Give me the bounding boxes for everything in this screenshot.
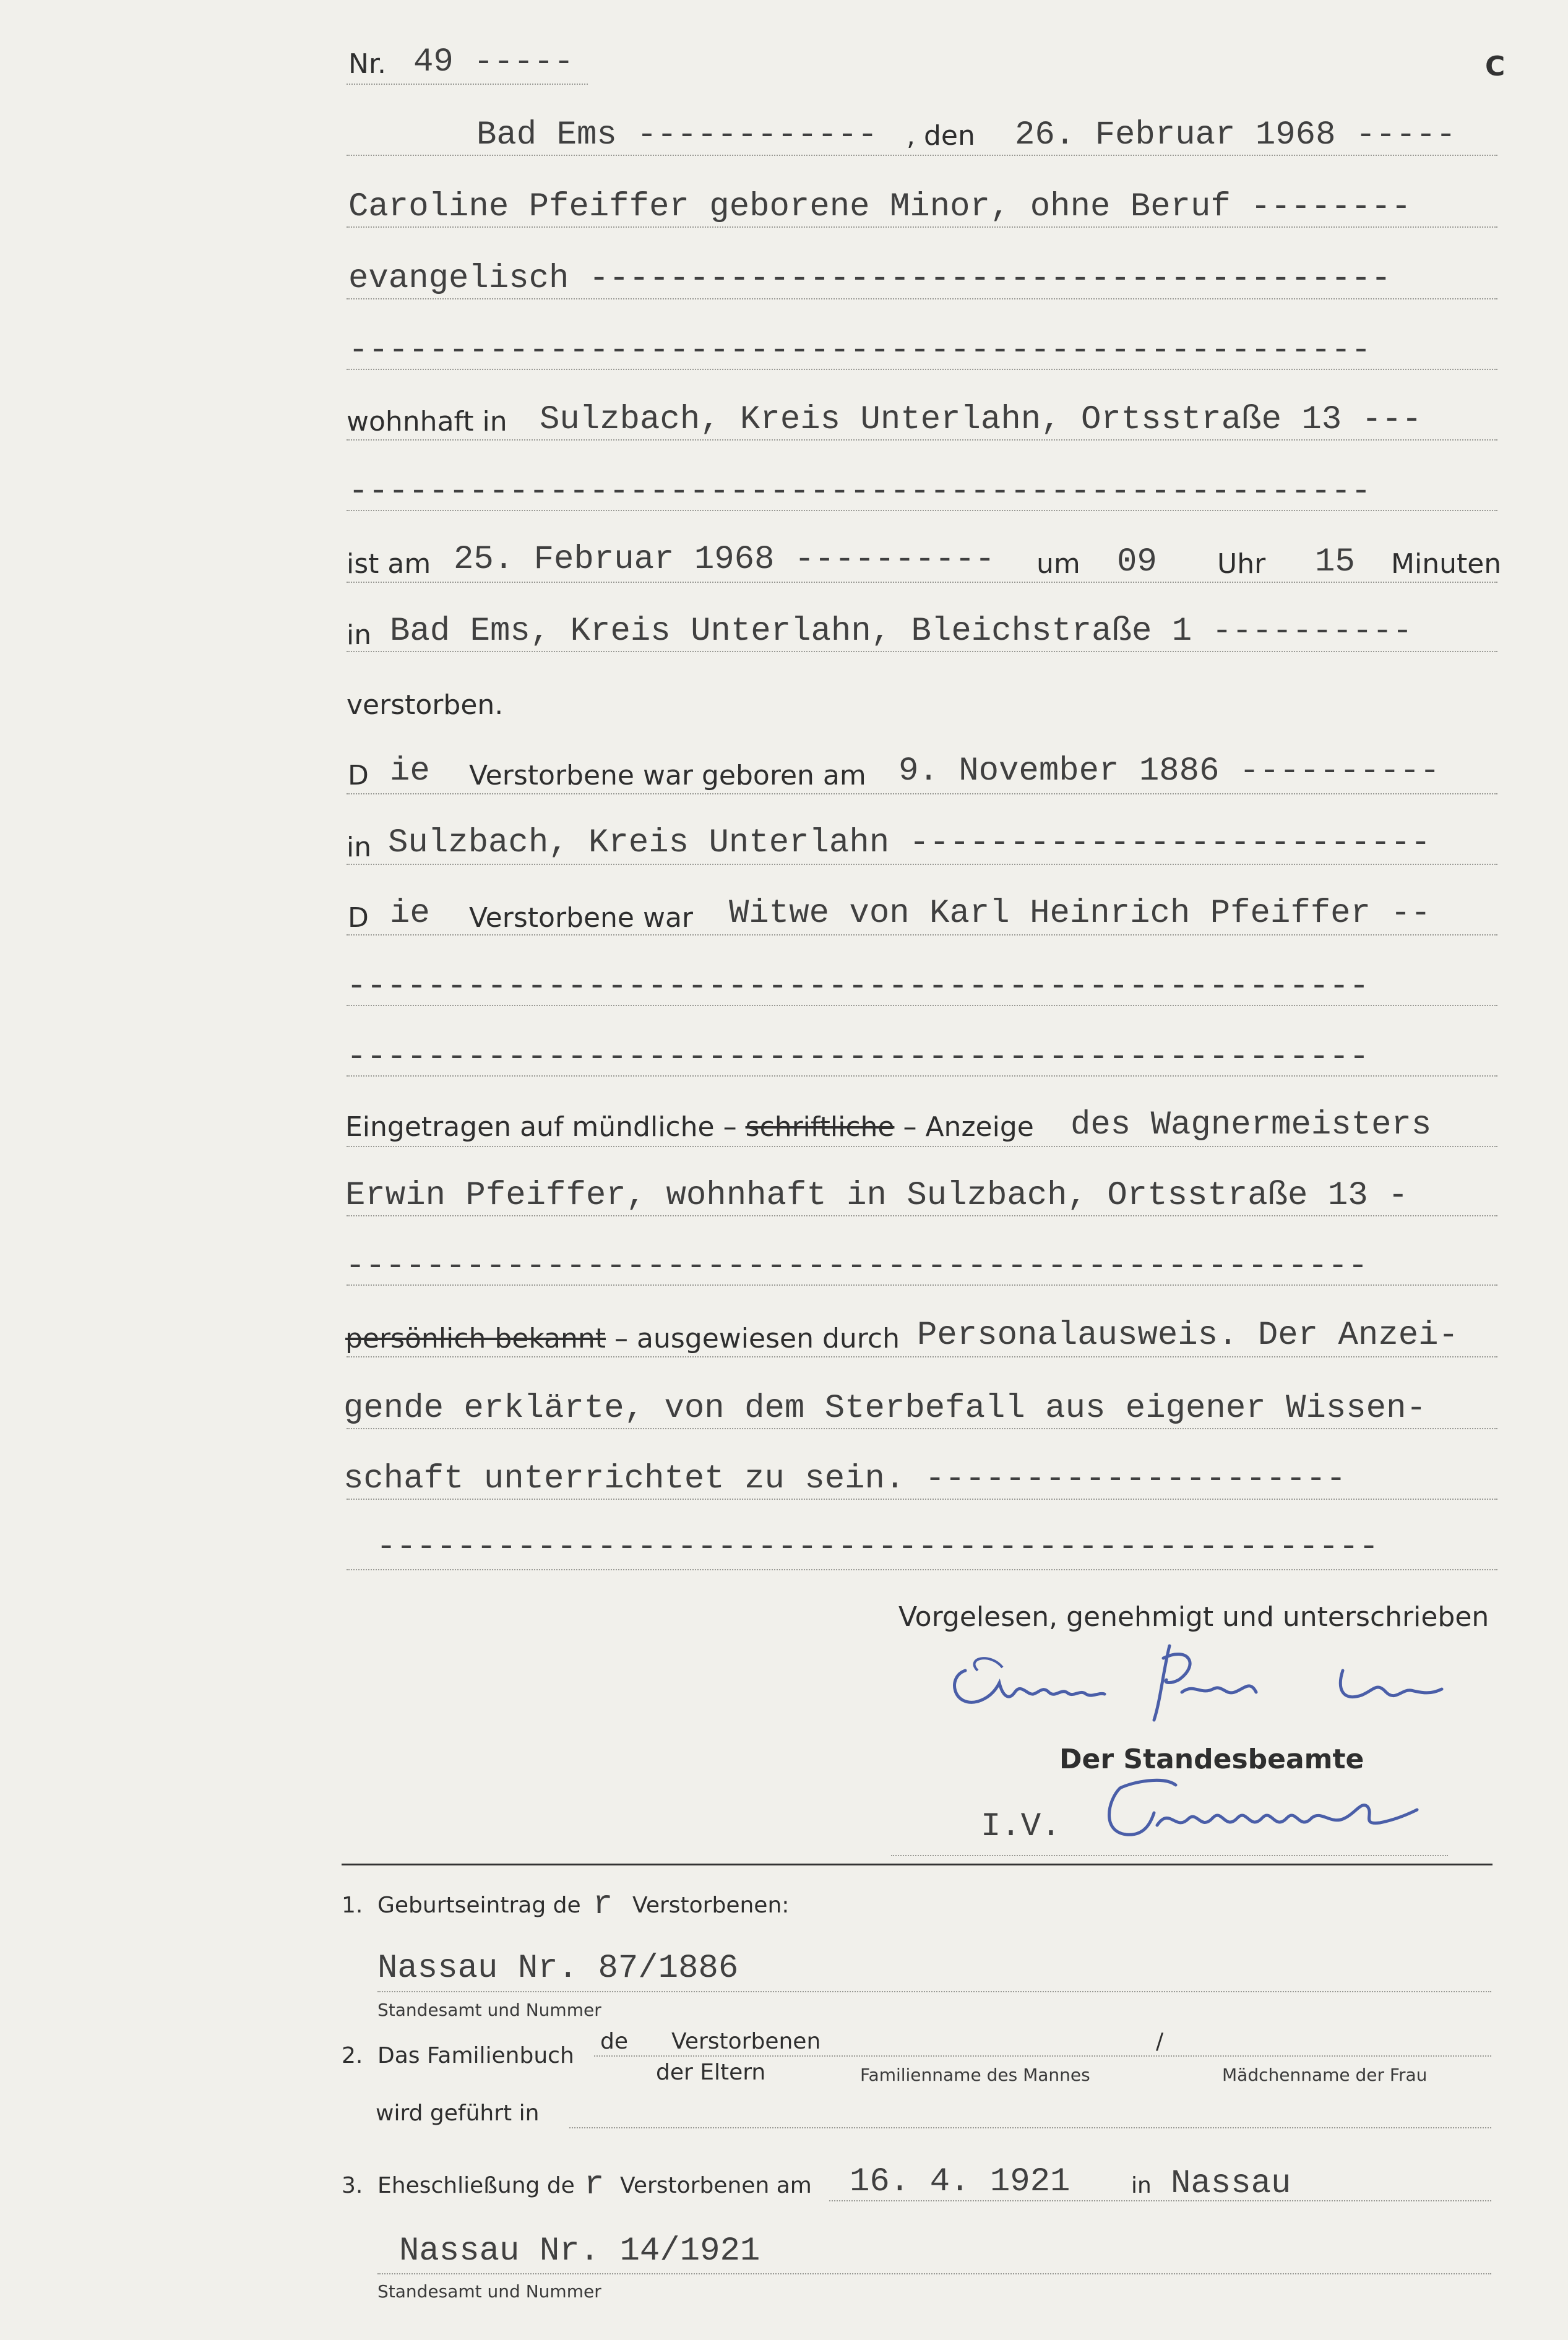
dotted-line (347, 84, 588, 85)
minuten-label: Minuten (1391, 548, 1502, 580)
dotted-line (347, 369, 1497, 370)
item2-number: 2. (342, 2043, 363, 2068)
deceased-name: Caroline Pfeiffer geborene Minor, ohne Beruf -------- (348, 188, 1411, 226)
dotted-line (347, 226, 1497, 228)
verstorben-label: verstorben. (347, 689, 504, 721)
blank-line: --------------------------------------------------- (347, 968, 1369, 1005)
item3-suffix: r (584, 2166, 605, 2204)
gender-suffix: ie (390, 752, 430, 790)
born-label: Verstorbene war geboren am (469, 760, 866, 791)
dotted-line (347, 1215, 1497, 1216)
dotted-line (347, 582, 1497, 583)
in-label: in (347, 619, 372, 651)
wohnhaft-label: wohnhaft in (347, 406, 507, 437)
dotted-line (347, 510, 1497, 511)
religion: evangelisch ---------------------------------------- (348, 260, 1392, 298)
iv-label: I.V. (981, 1808, 1061, 1846)
birth-place: Sulzbach, Kreis Unterlahn -------------------------- (388, 824, 1431, 862)
vorgelesen-text: Vorgelesen, genehmigt und unterschrieben (898, 1601, 1489, 1633)
dotted-line (829, 2200, 1491, 2201)
item2-de: de (600, 2029, 628, 2054)
blank-line: --------------------------------------------------- (347, 1038, 1369, 1076)
dotted-line (347, 155, 1497, 156)
dotted-line (347, 934, 1497, 936)
informant-name: Erwin Pfeiffer, wohnhaft in Sulzbach, Ortsstraße 13 - (345, 1177, 1408, 1215)
death-minutes: 15 (1315, 543, 1355, 581)
uhr-label: Uhr (1217, 548, 1266, 580)
dotted-line (347, 298, 1497, 299)
dotted-line (594, 2055, 1491, 2057)
item3-label: Eheschließung de (377, 2173, 575, 2198)
item2-caption-left: Familienname des Mannes (860, 2065, 1090, 2085)
gender-suffix: ie (390, 895, 430, 932)
marriage-register-entry: Nassau Nr. 14/1921 (399, 2232, 760, 2270)
marriage-place: Nassau (1171, 2165, 1291, 2203)
dotted-line (347, 1146, 1497, 1147)
dotted-line (569, 2127, 1491, 2128)
informant-signature (941, 1633, 1510, 1726)
eingetragen-label (345, 1111, 1034, 1143)
blank-line: --------------------------------------------------- (348, 332, 1371, 369)
um-label: um (1036, 548, 1080, 580)
dotted-line (347, 1569, 1497, 1570)
dotted-line (347, 439, 1497, 441)
dotted-line (891, 1855, 1448, 1856)
dotted-line (347, 1499, 1497, 1500)
standesbeamte-label: Der Standesbeamte (1059, 1744, 1364, 1775)
identification-label (345, 1325, 900, 1353)
blank-line: --------------------------------------------------- (345, 1247, 1368, 1285)
dotted-line (347, 864, 1497, 865)
dotted-line (377, 2273, 1491, 2274)
registry-place: Bad Ems ------------ (476, 116, 878, 154)
informant-occupation: des Wagnermeisters (1070, 1106, 1432, 1144)
d-label: D (348, 760, 369, 791)
item2-label: Das Familienbuch (377, 2043, 574, 2068)
residence-address: Sulzbach, Kreis Unterlahn, Ortsstraße 13 --- (540, 401, 1422, 439)
id-document: Personalausweis. Der Anzei- (917, 1317, 1458, 1354)
item3-number: 3. (342, 2173, 363, 2198)
section-divider (342, 1864, 1493, 1865)
item1-number: 1. (342, 1893, 363, 1918)
marital-status: Witwe von Karl Heinrich Pfeiffer -- (729, 895, 1431, 932)
registry-date: 26. Februar 1968 ----- (1015, 116, 1456, 154)
d-label: D (348, 902, 369, 934)
nr-label: Nr. (348, 48, 386, 80)
dotted-line (347, 1005, 1497, 1006)
item3-caption: Standesamt und Nummer (377, 2281, 601, 2302)
declaration-line: schaft unterrichtet zu sein. --------------------- (343, 1460, 1346, 1498)
dotted-line (347, 1428, 1497, 1429)
death-hour: 09 (1117, 543, 1157, 581)
item3-label-b: Verstorbenen am (620, 2173, 812, 2198)
marriage-date: 16. 4. 1921 (850, 2163, 1070, 2201)
schriftliche-struck: schriftliche (745, 1111, 895, 1143)
item2-verstorbenen: Verstorbenen (671, 2029, 821, 2054)
bekannt-struck: persönlich bekannt (345, 1323, 606, 1354)
ist-am-label: ist am (347, 548, 431, 580)
den-label: , den (907, 120, 975, 152)
item3-in: in (1131, 2173, 1152, 2198)
corner-letter: C (1485, 51, 1506, 82)
dotted-line (347, 1075, 1497, 1077)
eingetragen-text: Eingetragen auf mündliche – (345, 1111, 737, 1143)
death-place: Bad Ems, Kreis Unterlahn, Bleichstraße 1 ---------- (390, 613, 1413, 650)
item2-label-b: wird geführt in (376, 2101, 540, 2126)
birth-register-entry: Nassau Nr. 87/1886 (377, 1950, 739, 1987)
blank-line: --------------------------------------------------- (348, 473, 1371, 510)
item1-caption: Standesamt und Nummer (377, 2000, 601, 2020)
item1-label: Geburtseintrag de (377, 1893, 581, 1918)
status-label: Verstorbene war (469, 902, 694, 934)
item1-suffix: r (593, 1886, 613, 1924)
anzeige-text: – Anzeige (903, 1111, 1034, 1143)
dotted-line (377, 1991, 1491, 1992)
death-date: 25. Februar 1968 ---------- (454, 541, 995, 579)
blank-line: -------------------------------------------------- (376, 1528, 1379, 1566)
dotted-line (347, 1284, 1497, 1286)
in-label: in (347, 832, 372, 863)
registrar-signature (1095, 1763, 1467, 1856)
dotted-line (347, 793, 1497, 794)
item1-label-b: Verstorbenen: (632, 1893, 790, 1918)
item2-caption-right: Mädchenname der Frau (1222, 2065, 1428, 2085)
item2-eltern: der Eltern (656, 2060, 766, 2085)
dotted-line (347, 1356, 1497, 1357)
item2-slash: / (1156, 2029, 1164, 2054)
dotted-line (347, 651, 1497, 652)
nr-value: 49 ----- (413, 43, 574, 81)
ausgewiesen-text: – ausgewiesen durch (614, 1323, 900, 1354)
birth-date: 9. November 1886 ---------- (898, 752, 1440, 790)
declaration-line: gende erklärte, von dem Sterbefall aus eigener Wissen- (343, 1390, 1426, 1427)
